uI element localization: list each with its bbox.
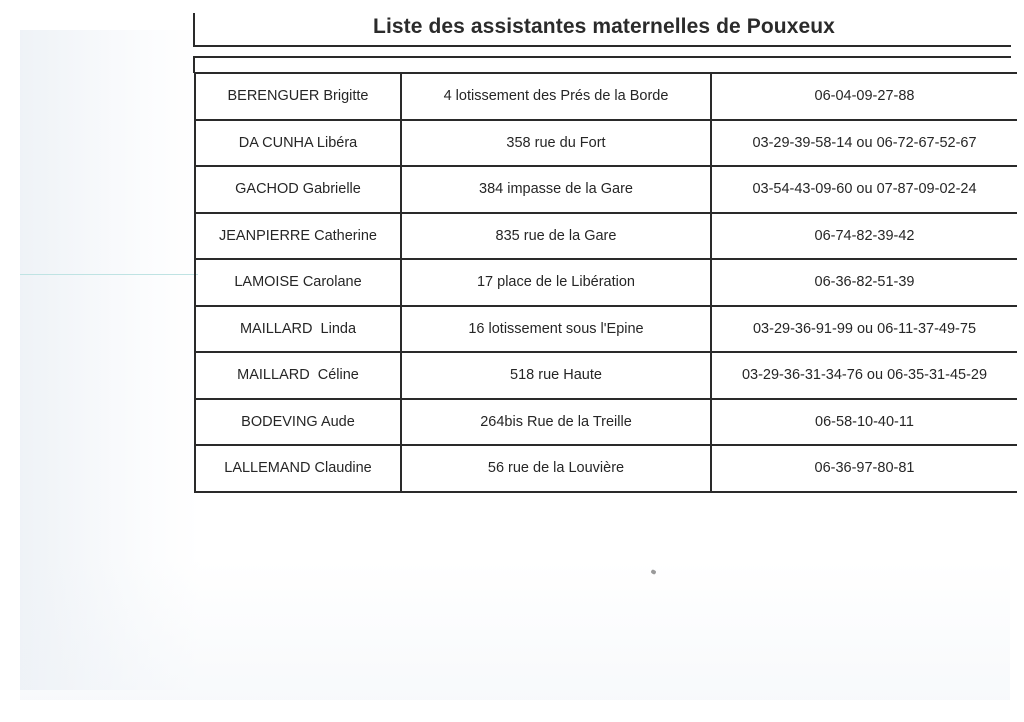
scan-shading-bottom [20,560,1010,700]
name-cell: MAILLARD Céline [195,352,401,399]
phone-cell: 06-36-97-80-81 [711,445,1017,492]
address-cell: 384 impasse de la Gare [401,166,711,213]
phone-cell: 03-29-39-58-14 ou 06-72-67-52-67 [711,120,1017,167]
address-cell: 264bis Rue de la Treille [401,399,711,446]
address-cell: 4 lotissement des Prés de la Borde [401,73,711,120]
address-cell: 16 lotissement sous l'Epine [401,306,711,353]
title-box [193,13,1011,47]
name-cell: LAMOISE Carolane [195,259,401,306]
table-row [195,213,1017,260]
address-cell: 835 rue de la Gare [401,213,711,260]
table-row [195,399,1017,446]
name-cell: BODEVING Aude [195,399,401,446]
page-title: Liste des assistantes maternelles de Pouxeux [373,15,835,38]
phone-cell: 03-54-43-09-60 ou 07-87-09-02-24 [711,166,1017,213]
table-row [195,120,1017,167]
phone-cell: 06-74-82-39-42 [711,213,1017,260]
name-cell: DA CUNHA Libéra [195,120,401,167]
table-row [195,352,1017,399]
table-row [195,259,1017,306]
name-cell: MAILLARD Linda [195,306,401,353]
name-cell: GACHOD Gabrielle [195,166,401,213]
address-cell: 518 rue Haute [401,352,711,399]
table-row [195,306,1017,353]
name-cell: LALLEMAND Claudine [195,445,401,492]
address-cell: 358 rue du Fort [401,120,711,167]
table-row [195,73,1017,120]
phone-cell: 06-58-10-40-11 [711,399,1017,446]
assistants-table [194,72,1017,493]
address-cell: 56 rue de la Louvière [401,445,711,492]
table-top-band [193,56,1011,73]
table-row [195,445,1017,492]
address-cell: 17 place de le Libération [401,259,711,306]
name-cell: BERENGUER Brigitte [195,73,401,120]
scan-line [20,274,198,275]
phone-cell: 06-36-82-51-39 [711,259,1017,306]
phone-cell: 03-29-36-31-34-76 ou 06-35-31-45-29 [711,352,1017,399]
phone-cell: 03-29-36-91-99 ou 06-11-37-49-75 [711,306,1017,353]
table-row [195,166,1017,213]
name-cell: JEANPIERRE Catherine [195,213,401,260]
phone-cell: 06-04-09-27-88 [711,73,1017,120]
